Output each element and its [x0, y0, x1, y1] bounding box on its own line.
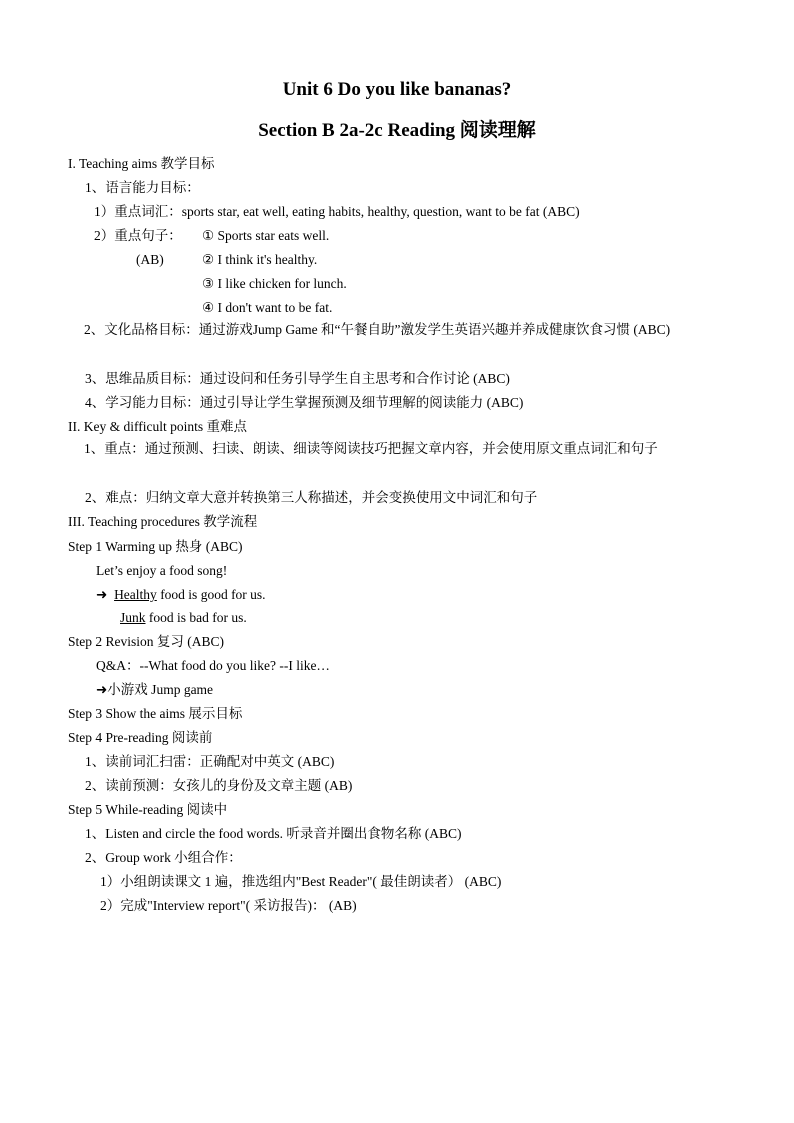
- thinking-quality-aim: 3、思维品质目标：通过设问和任务引导学生自主思考和合作讨论 (ABC): [85, 371, 510, 386]
- healthy-food-line: [96, 586, 266, 604]
- section-key-points-heading: II. Key & difficult points 重难点: [68, 419, 247, 434]
- document-title: Unit 6 Do you like bananas?: [282, 79, 512, 100]
- language-ability-heading: 1、语言能力目标：: [85, 180, 200, 195]
- step-5-heading: Step 5 While-reading 阅读中: [68, 802, 228, 817]
- group-reading-task: 1）小组朗读课文 1 遍，推选组内"Best Reader"( 最佳朗读者） (ABC): [100, 874, 502, 889]
- interview-report-task: 2）完成"Interview report"( 采访报告)： (AB): [100, 898, 357, 913]
- junk-word: Junk: [120, 610, 146, 625]
- key-sentences-label: 2）重点句子：: [94, 228, 182, 243]
- section-procedures-heading: III. Teaching procedures 教学流程: [68, 514, 258, 529]
- key-point: 1、重点：通过预测、扫读、朗读、细读等阅读技巧把握文章内容，并会使用原文重点词汇和句子: [84, 441, 658, 456]
- key-vocabulary-line: 1）重点词汇：sports star, eat well, eating habits, healthy, question, want to be fat (ABC): [94, 204, 580, 219]
- healthy-word: Healthy: [114, 587, 157, 602]
- key-sentences-level: (AB): [136, 252, 164, 267]
- key-sentence-4: ④ I don't want to be fat.: [202, 300, 333, 315]
- arrow-icon: ➜: [96, 587, 108, 602]
- pre-reading-prediction: 2、读前预测：女孩儿的身份及文章主题 (AB): [85, 778, 353, 793]
- listen-and-circle: 1、Listen and circle the food words. 听录音并圈出食物名称 (ABC): [85, 826, 462, 841]
- group-work-heading: 2、Group work 小组合作：: [85, 850, 242, 865]
- learning-ability-aim: 4、学习能力目标：通过引导让学生掌握预测及细节理解的阅读能力 (ABC): [85, 395, 524, 410]
- section-teaching-aims-heading: I. Teaching aims 教学目标: [68, 156, 215, 171]
- cultural-character-aim: 2、文化品格目标：通过游戏Jump Game 和“午餐自助”激发学生英语兴趣并养成健康饮食习惯 (ABC): [84, 322, 671, 337]
- qa-line: Q&A：--What food do you like? --I like…: [96, 658, 330, 673]
- healthy-sentence: food is good for us.: [156, 587, 266, 602]
- step-3-heading: Step 3 Show the aims 展示目标: [68, 706, 243, 721]
- difficult-point: 2、难点：归纳文章大意并转换第三人称描述，并会变换使用文中词汇和句子: [85, 490, 538, 505]
- key-sentence-3: ③ I like chicken for lunch.: [202, 276, 347, 291]
- pre-reading-vocab: 1、读前词汇扫雷：正确配对中英文 (ABC): [85, 754, 335, 769]
- key-sentence-1: ① Sports star eats well.: [202, 228, 330, 243]
- document-subtitle: Section B 2a-2c Reading 阅读理解: [258, 120, 536, 141]
- junk-sentence: food is bad for us.: [145, 610, 247, 625]
- step-4-heading: Step 4 Pre-reading 阅读前: [68, 730, 213, 745]
- step-1-heading: Step 1 Warming up 热身 (ABC): [68, 539, 243, 554]
- food-song-line: Let’s enjoy a food song!: [96, 563, 228, 578]
- jump-game-line: ➜小游戏 Jump game: [96, 682, 214, 697]
- step-2-heading: Step 2 Revision 复习 (ABC): [68, 634, 225, 649]
- junk-food-line: [120, 609, 247, 627]
- key-sentence-2: ② I think it's healthy.: [202, 252, 318, 267]
